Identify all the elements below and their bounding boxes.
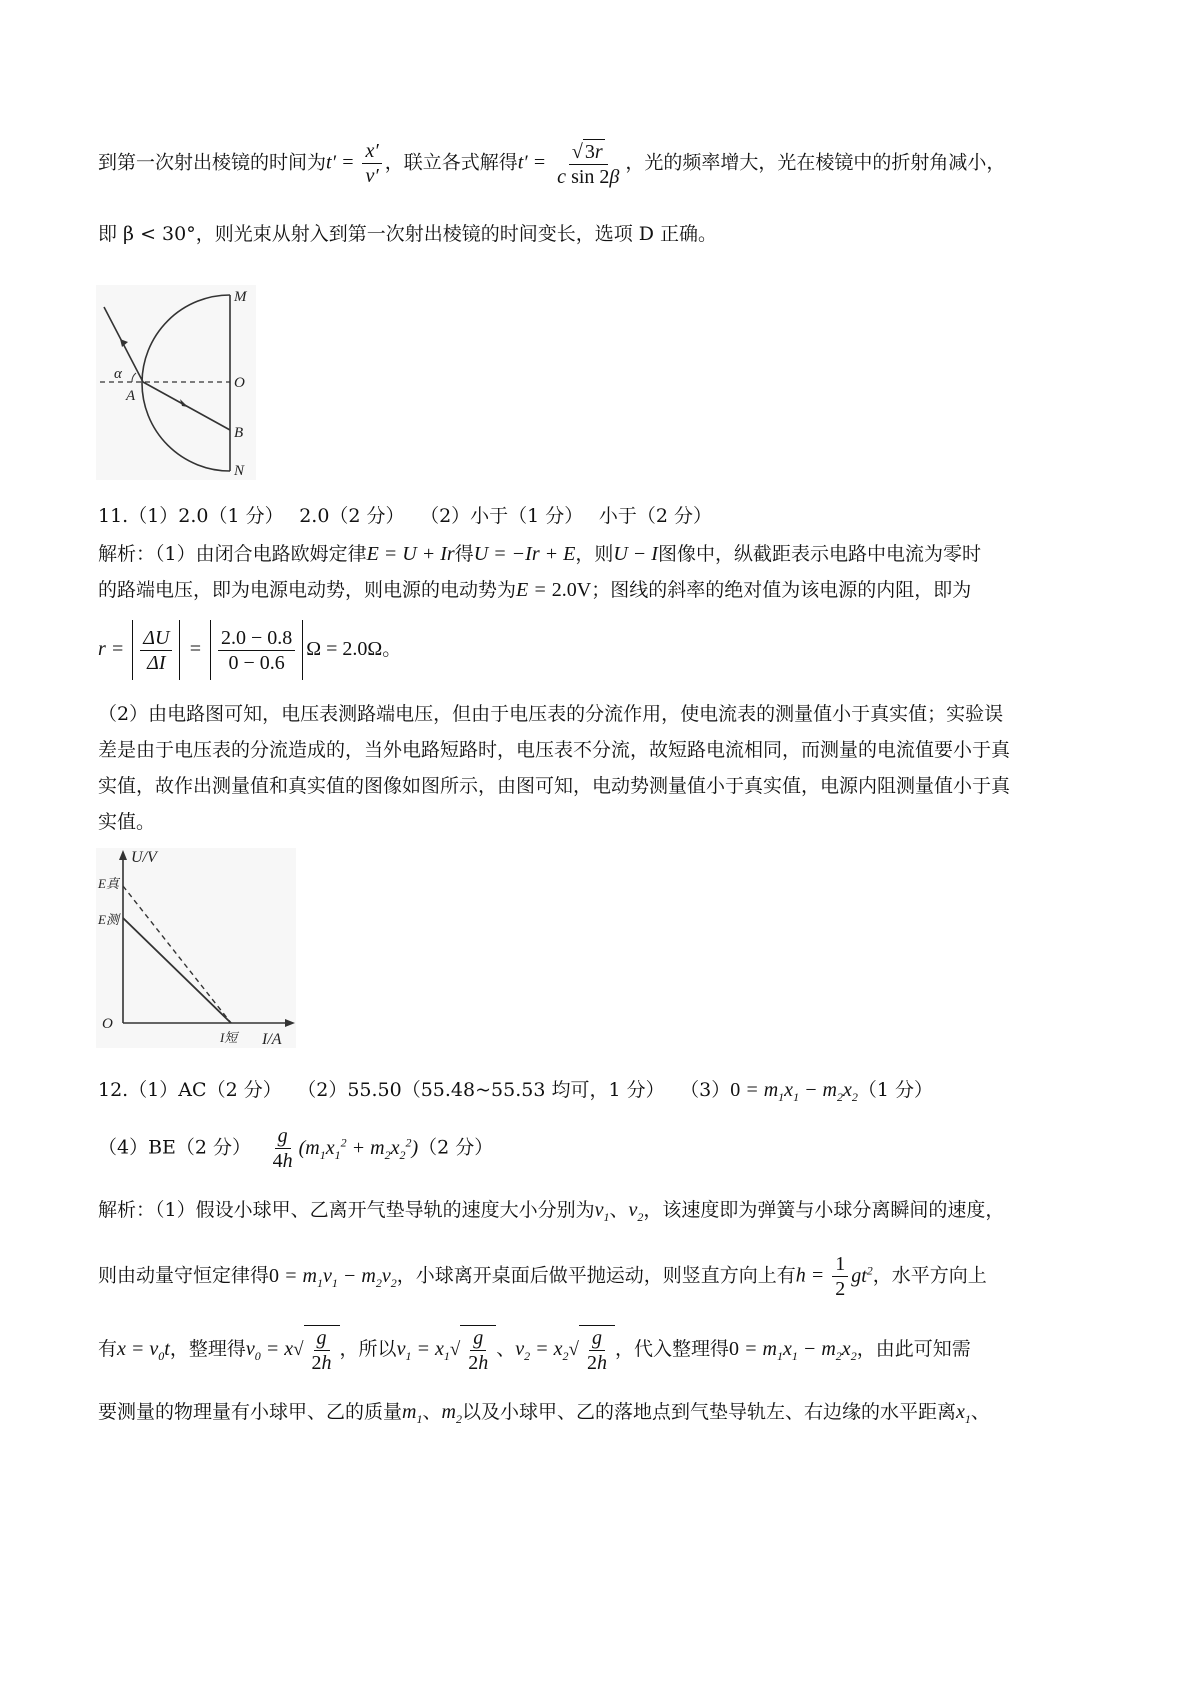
formula: $\frac{√ 3r}{\text{c sin 2β}}$ [554,138,622,189]
text-line: 实值。 [98,811,156,833]
u-i-graph [96,848,296,1048]
label-a: A [126,388,136,404]
i-short-label: I短 [220,1030,238,1045]
e-meas-label: E测 [98,912,119,927]
text-line: （2）由电路图可知，电压表测路端电压，但由于电压表的分流作用，使电流表的测量值小于真实值；实验误 [98,703,1004,725]
text-line: 到第一次射出棱镜的时间为t′ = $\frac{x'}{v'}$ ，联立各式解得t′ = $\frac{√ 3r}{\text{c sin 2β}}$ ，光的频率增大，光在棱镜中的折射角减小， [98,139,1006,188]
label-alpha: α [114,366,122,382]
text-line: 的路端电压，即为电源电动势，则电源的电动势为E = 2.0V；图线的斜率的绝对值为该电源的内阻，即为 [98,579,972,601]
text-line: 即 β < 30°，则光束从射入到第一次射出棱镜的时间变长，选项 D 正确。 [98,223,718,245]
label-m: M [234,289,247,305]
text-line: 解析：（1）由闭合电路欧姆定律E = U + Ir得U = −Ir + E，则U − I图像中，纵截距表示电路中电流为零时 [98,543,981,565]
text-line: 则由动量守恒定律得$0 = m_1v_1 - m_2v_2$，小球离开桌面后做平抛运动，则竖直方向上有h = $\frac{1}{2}$ $gt^2$，水平方向上 [98,1253,987,1300]
text-line: 解析：（1）假设小球甲、乙离开气垫导轨的速度大小分别为$v_1$、$v_2$，该速度即为弹簧与小球分离瞬间的速度， [98,1199,1005,1224]
label-b: B [234,425,244,441]
text-line: 实值，故作出测量值和真实值的图像如图所示，由图可知，电动势测量值小于真实值，电源内阻测量值小于真 [98,775,1011,797]
answer-line: 12.（1）AC（2 分） （2）55.50（55.48~55.53 均可，1 分） $(3)0 = m_1x_1 - m_2x_2(1$ 分） [98,1079,934,1104]
y-axis-label: U/V [131,849,157,866]
text-line: r = $\frac{\Delta U}{\Delta I}$ = $\frac{2.0 - 0.8}{0 - 0.6}$ Ω = 2.0Ω。 [98,620,401,680]
prism-figure [96,285,256,480]
e-true-label: E真 [98,876,119,891]
answer-line: （4）BE（2 分） $\frac{g}{4h}$ $(m_1x_1^2 + m_2x_2^2)(2$ 分） [98,1125,494,1172]
x-axis-label: I/A [262,1031,282,1048]
text-line: 要测量的物理量有小球甲、乙的质量$m_1$、$m_2$以及小球甲、乙的落地点到气垫导轨左、右边缘的水平距离$x_1$、 [98,1401,990,1426]
answer-line: 11.（1）2.0（1 分） 2.0（2 分） （2）小于（1 分） 小于（2 分） [98,505,712,527]
text-line: 差是由于电压表的分流造成的，当外电路短路时，电压表不分流，故短路电流相同，而测量的电流值要小于真 [98,739,1011,761]
label-o: O [234,375,245,391]
origin-label: O [102,1016,113,1032]
label-n: N [234,463,245,479]
text-line: 有$x = v_0t$，整理得$v_0 = x√$ $\frac{g}{2h}$ ，所以$v_1 = x_1√$ $\frac{g}{2h}$ 、$v_2 = x_2√$ $\frac{g}{2h}$ ，代入整理得$0 = m_1x_1 - m_2x_2$，由此可知需 [98,1327,971,1374]
formula: $\frac{x'}{v'}$ [362,139,381,188]
